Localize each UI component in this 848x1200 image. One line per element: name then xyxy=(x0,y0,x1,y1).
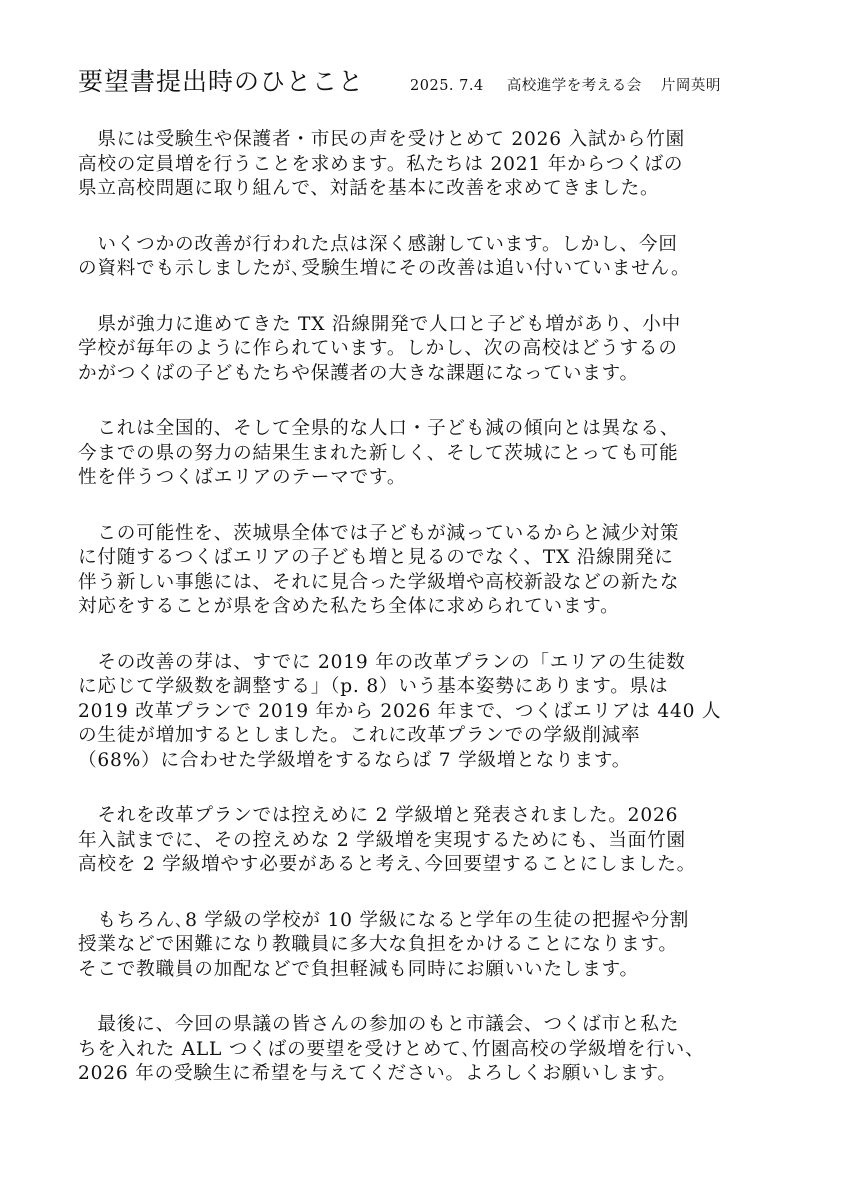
text-line: 性を伴うつくばエリアのテーマです。 xyxy=(78,467,407,488)
text-line: もちろん､8 学級の学校が 10 学級になると学年の生徒の把握や分割 xyxy=(78,909,690,931)
paragraph xyxy=(78,233,778,282)
organization-name: 高校進学を考える会 xyxy=(506,78,642,94)
text-line: 年入試までに、その控えめな 2 学級増を実現するためにも、当面竹園 xyxy=(78,829,686,851)
text-line: 伴う新しい事態には、それに見合った学級増や高校新設などの新たな xyxy=(78,571,680,593)
text-line: に付随するつくばエリアの子ども増と見るのでなく、TX 沿線開発に xyxy=(78,547,674,568)
text-line: いくつかの改善が行われた点は深く感謝しています。しかし、今回 xyxy=(78,233,678,255)
text-line: ちを入れた ALL つくばの要望を受けとめて､竹園高校の学級増を行い、 xyxy=(78,1038,705,1060)
text-line: 高校を 2 学級増やす必要があると考え､今回要望することにしました。 xyxy=(78,854,696,875)
text-line: そこで教職員の加配などで負担軽減も同時にお願いいたします。 xyxy=(78,958,639,980)
paragraph xyxy=(78,804,778,878)
document-date: 2025. 7.4 xyxy=(410,78,484,94)
text-line: 県が強力に進めてきた TX 沿線開発で人口と子ども増があり、小中 xyxy=(78,313,682,335)
text-line: 県立高校問題に取り組んで、対話を基本に改善を求めてきました。 xyxy=(78,178,660,199)
paragraph xyxy=(78,128,778,202)
document-title: 要望書提出時のひとこと xyxy=(78,67,365,96)
text-line: その改善の芽は、すでに 2019 年の改革プランの「エリアの生徒数 xyxy=(78,651,686,673)
document-meta xyxy=(410,74,721,95)
paragraph xyxy=(78,1013,778,1087)
text-line: 対応をすることが県を含めた私たち全体に求められています。 xyxy=(78,596,620,617)
text-line: この可能性を、茨城県全体では子どもが減っているからと減少対策 xyxy=(78,522,680,544)
text-line: に応じて学級数を調整する」（p. 8）いう基本姿勢にあります。県は xyxy=(78,676,669,697)
text-line: （68%）に合わせた学級増をするならば 7 学級増となります。 xyxy=(78,749,632,771)
text-line: 今までの県の努力の結果生まれた新しく、そして茨城にとっても可能 xyxy=(78,442,679,464)
document-header xyxy=(78,62,721,98)
text-line: 県には受験生や保護者・市民の声を受けとめて 2026 入試から竹園 xyxy=(78,129,685,150)
document-body xyxy=(78,128,778,1118)
text-line: 授業などで困難になり教職員に多大な負担をかけることになります。 xyxy=(78,934,678,955)
text-line: 2019 改革プランで 2019 年から 2026 年まで、つくばエリアは 440 人 xyxy=(78,700,722,722)
text-line: 学校が毎年のように作られています。しかし、次の高校はどうするの xyxy=(78,338,678,359)
text-line: それを改革プランでは控えめに 2 学級増と発表されました。2026 xyxy=(78,805,679,826)
text-line: かがつくばの子どもたちや保護者の大きな課題になっています。 xyxy=(78,362,639,384)
text-line: 2026 年の受験生に希望を与えてください。よろしくお願いします。 xyxy=(78,1063,677,1084)
paragraph xyxy=(78,522,778,620)
paragraph xyxy=(78,313,778,387)
paragraph xyxy=(78,417,778,491)
paragraph xyxy=(78,651,778,774)
text-line: の生徒が増加するとしました。これに改革プランでの学級削減率 xyxy=(78,725,641,746)
text-line: の資料でも示しましたが､受験生増にその改善は追い付いていません。 xyxy=(78,258,691,279)
author-name: 片岡英明 xyxy=(660,78,721,94)
text-line: 最後に、今回の県議の皆さんの参加のもと市議会、つくば市と私た xyxy=(78,1014,680,1035)
paragraph xyxy=(78,909,778,983)
text-line: これは全国的、そして全県的な人口・子ども減の傾向とは異なる、 xyxy=(78,418,680,439)
text-line: 高校の定員増を行うことを求めます。私たちは 2021 年からつくばの xyxy=(78,153,684,175)
